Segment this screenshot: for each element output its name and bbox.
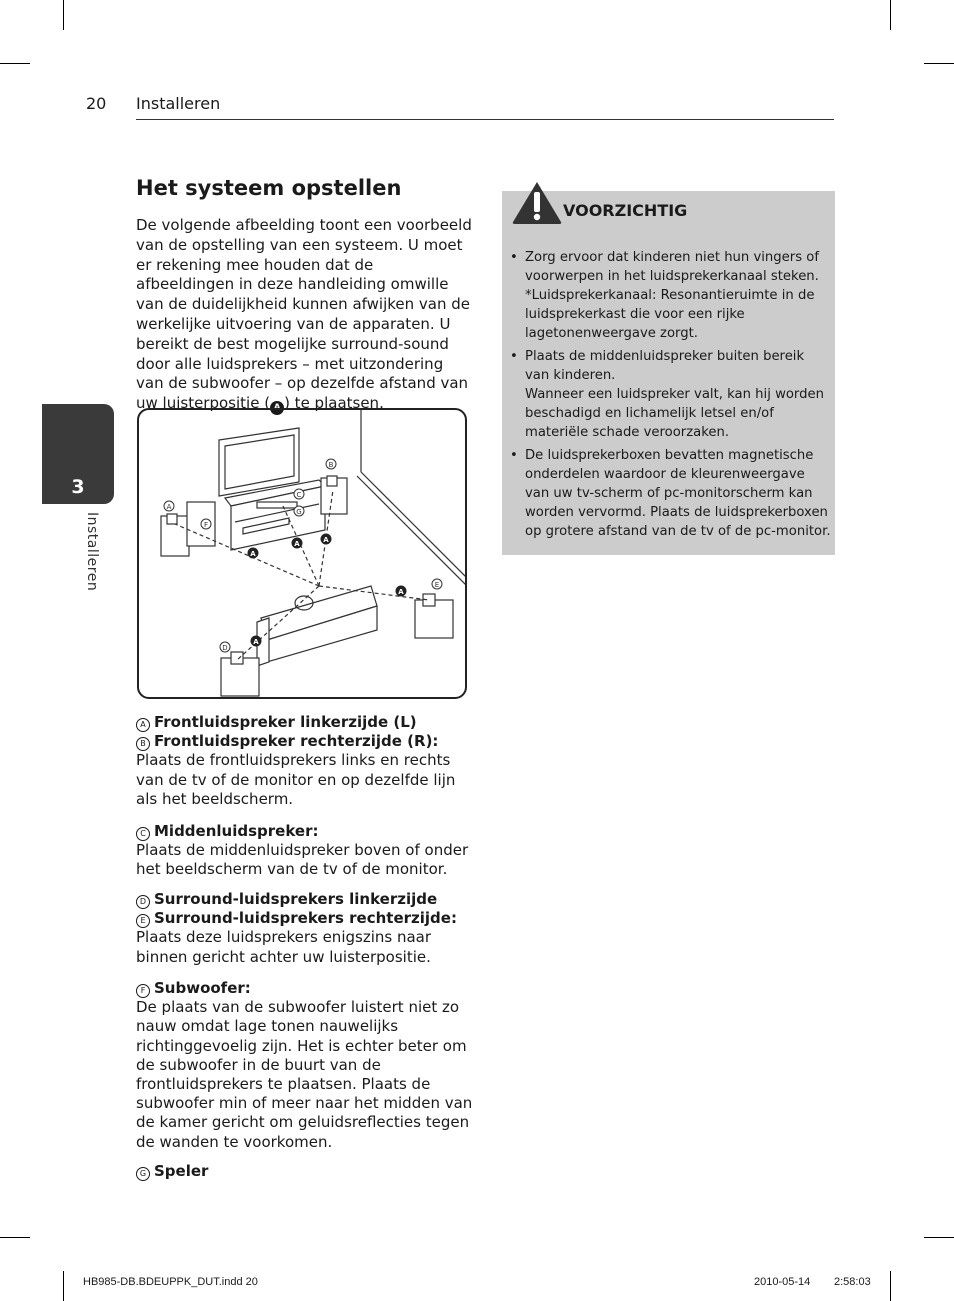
legend-body: De plaats van de subwoofer luistert niet zo nauw omdat lage tonen nauwelijks richtinggevoelig zijn. Het is echter beter om de subwoofer in de buurt van de frontluidsprekers te plaatsen. Plaats de subwoofer min of meer naar het midden van de kamer gericht om geluidsreflecties tegen de wanden te voorkomen.	[136, 998, 473, 1151]
caution-list	[510, 248, 832, 545]
chapter-number: 3	[71, 476, 85, 498]
svg-text:A: A	[166, 503, 172, 511]
marker-d-icon: D	[136, 895, 150, 909]
legend-title: Surround-luidsprekers rechterzijde:	[154, 909, 457, 928]
crop-mark	[924, 1237, 954, 1238]
crop-mark	[890, 1271, 891, 1301]
crop-mark	[63, 1271, 64, 1301]
warning-icon	[511, 180, 563, 226]
caution-box	[502, 191, 835, 555]
crop-mark	[0, 63, 30, 64]
legend-title: Subwoofer:	[154, 979, 251, 997]
crop-mark	[890, 0, 891, 30]
legend-body: Plaats de frontluidsprekers links en rechts van de tv of de monitor en op dezelfde lijn als het beeldscherm.	[136, 751, 456, 808]
svg-text:B: B	[328, 461, 334, 469]
chapter-label: Installeren	[84, 512, 100, 592]
crop-mark	[63, 0, 64, 30]
svg-text:A: A	[294, 540, 300, 548]
marker-f-icon: F	[136, 984, 150, 998]
svg-text:G: G	[296, 508, 302, 516]
legend-center-speaker	[136, 822, 476, 880]
svg-text:A: A	[323, 536, 329, 544]
marker-c-icon: C	[136, 827, 150, 841]
intro-text: De volgende afbeelding toont een voorbeeld van de opstelling van een systeem. U moet er rekening mee houden dat de afbeeldingen in deze handleiding omwille van de duidelijkheid kunnen afwijken van de werkelijke uitvoering van de apparaten. U bereikt de best mogelijke surround-sound door alle luidsprekers – met uitzondering van de subwoofer – op dezelfde afstand van uw luisterpositie (	[136, 216, 472, 413]
legend-title: Middenluidspreker:	[154, 822, 319, 840]
intro-text-end: ) te plaatsen.	[284, 394, 384, 413]
footer-filename: HB985-DB.BDEUPPK_DUT.indd 20	[83, 1276, 258, 1288]
marker-b-icon: B	[136, 737, 150, 751]
svg-text:F: F	[203, 521, 209, 529]
legend-subwoofer	[136, 979, 476, 1152]
svg-text:A: A	[253, 638, 259, 646]
caution-item: • De luidsprekerboxen bevatten magnetische onderdelen waardoor de kleurenweergave van uw tv-scherm of pc-monitorscherm kan worden vervormd. Plaats de luidsprekerboxen op grotere afstand van de tv of de pc-monitor.	[510, 446, 832, 541]
legend-title: Surround-luidsprekers linkerzijde	[154, 890, 438, 908]
legend-player	[136, 1162, 476, 1181]
intro-paragraph	[136, 216, 474, 415]
svg-text:A: A	[250, 550, 256, 558]
legend-title: Frontluidspreker rechterzijde (R):	[154, 732, 439, 751]
caution-item: • Plaats de middenluidspreker buiten bereik van kinderen. Wanneer een luidspreker valt, kan hij worden beschadigd en lichamelijk letsel en/of materiële schade veroorzaken.	[510, 347, 832, 442]
marker-a-icon: A	[136, 718, 150, 732]
crop-mark	[0, 1237, 30, 1238]
caution-title: VOORZICHTIG	[563, 201, 688, 220]
svg-text:E: E	[434, 581, 440, 589]
legend-body: Plaats deze luidsprekers enigszins naar binnen gericht achter uw luisterpositie.	[136, 928, 432, 966]
legend-front-speakers	[136, 713, 476, 809]
legend-title: Frontluidspreker linkerzijde (L)	[154, 713, 417, 731]
header-divider	[136, 119, 834, 120]
svg-text:D: D	[222, 644, 228, 652]
svg-text:C: C	[296, 491, 302, 499]
legend-title: Speler	[154, 1162, 209, 1180]
caution-item: • Zorg ervoor dat kinderen niet hun vingers of voorwerpen in het luidsprekerkanaal steken. *Luidsprekerkanaal: Resonantieruimte in de luidsprekerkast die voor een rijke lagetonenweergave zorgt.	[510, 248, 832, 343]
page-title: Het systeem opstellen	[136, 176, 402, 200]
svg-text:A: A	[398, 588, 404, 596]
room-illustration	[139, 410, 467, 699]
section-title: Installeren	[136, 94, 221, 113]
legend-surround-speakers	[136, 890, 476, 967]
marker-e-icon: E	[136, 914, 150, 928]
marker-a-badge: A	[270, 401, 284, 415]
crop-mark	[924, 63, 954, 64]
page-number: 20	[86, 94, 107, 113]
marker-g-icon: G	[136, 1167, 150, 1181]
footer-date: 2010-05-14	[754, 1276, 811, 1288]
footer-time: 2:58:03	[834, 1276, 871, 1288]
legend-body: Plaats de middenluidspreker boven of onder het beeldscherm van de tv of de monitor.	[136, 841, 469, 879]
speaker-layout-figure	[137, 408, 467, 699]
